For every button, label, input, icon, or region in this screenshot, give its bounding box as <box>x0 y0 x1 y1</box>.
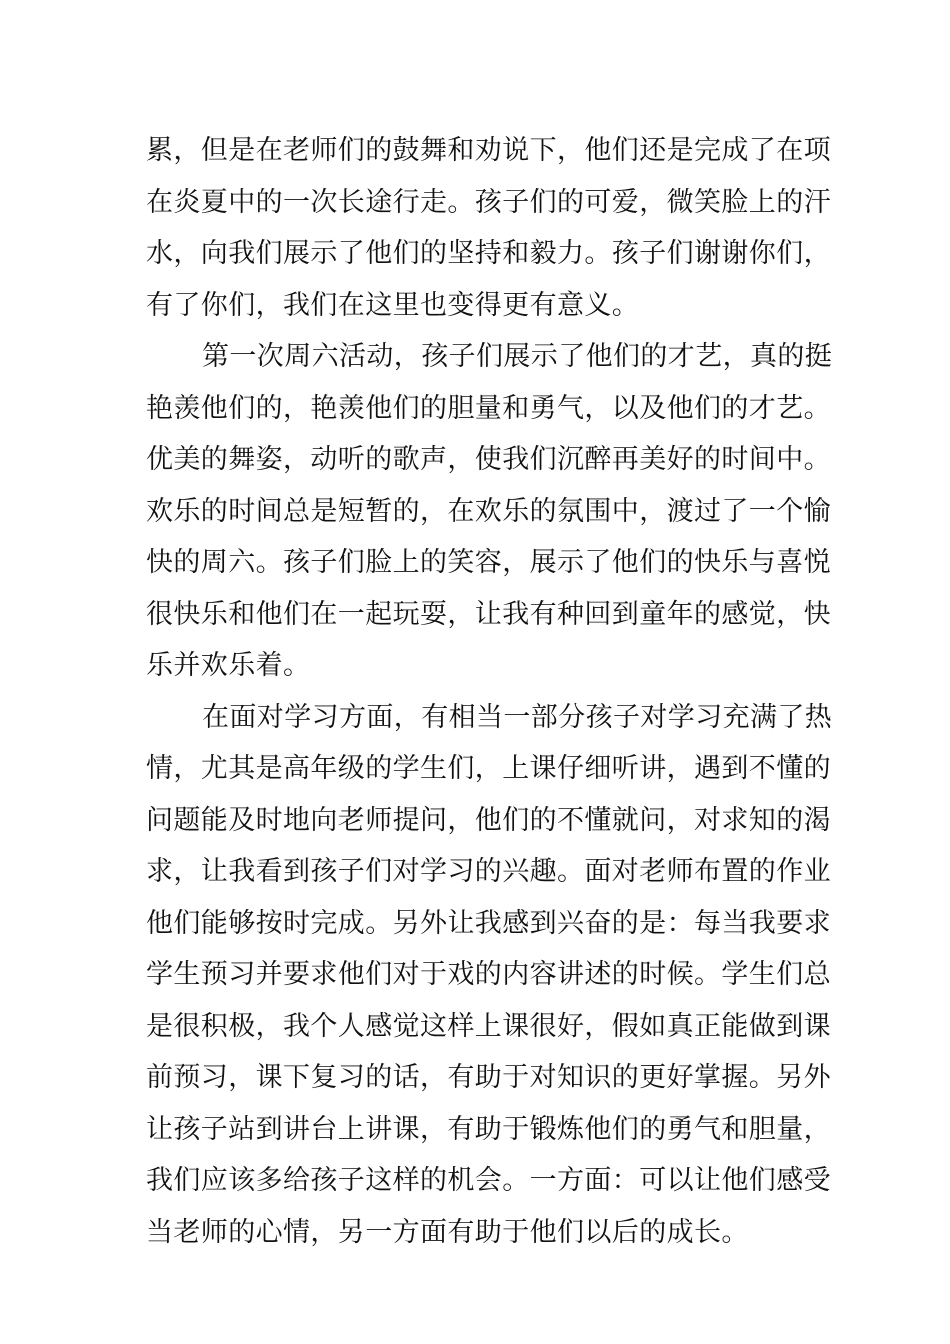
text-line: 优美的舞姿，动听的歌声，使我们沉醉再美好的时间中。 <box>146 444 831 475</box>
paragraph-first-line: 在面对学习方面，有相当一部分孩子对学习充满了热 <box>202 701 833 733</box>
text-line: 有了你们，我们在这里也变得更有意义。 <box>146 289 640 321</box>
text-line: 在炎夏中的一次长途行走。孩子们的可爱，微笑脸上的汗 <box>146 186 831 218</box>
text-line: 乐并欢乐着。 <box>146 650 311 681</box>
text-line: 很快乐和他们在一起玩耍，让我有种回到童年的感觉，快 <box>146 598 831 630</box>
text-line: 学生预习并要求他们对于戏的内容讲述的时候。学生们总 <box>146 959 831 990</box>
text-line: 我们应该多给孩子这样的机会。一方面：可以让他们感受 <box>146 1165 831 1196</box>
text-line: 他们能够按时完成。另外让我感到兴奋的是：每当我要求 <box>146 907 831 939</box>
text-line: 前预习，课下复习的话，有助于对知识的更好掌握。另外 <box>146 1062 831 1093</box>
text-line: 快的周六。孩子们脸上的笑容，展示了他们的快乐与喜悦 <box>146 547 831 578</box>
text-line: 问题能及时地向老师提问，他们的不懂就问，对求知的渴 <box>146 804 831 836</box>
text-line: 水，向我们展示了他们的坚持和毅力。孩子们谢谢你们， <box>146 238 831 269</box>
body-text <box>146 125 833 1258</box>
paragraph-first-line: 第一次周六活动，孩子们展示了他们的才艺，真的挺 <box>202 341 833 372</box>
text-line: 是很积极，我个人感觉这样上课很好，假如真正能做到课 <box>146 1010 831 1042</box>
text-line: 艳羡他们的，艳羡他们的胆量和勇气，以及他们的才艺。 <box>146 392 831 424</box>
text-line: 欢乐的时间总是短暂的，在欢乐的氛围中，渡过了一个愉 <box>146 495 831 527</box>
text-line: 情，尤其是高年级的学生们，上课仔细听讲，遇到不懂的 <box>146 753 831 784</box>
text-line: 求，让我看到孩子们对学习的兴趣。面对老师布置的作业 <box>146 856 831 887</box>
text-line: 让孩子站到讲台上讲课，有助于锻炼他们的勇气和胆量， <box>146 1113 831 1145</box>
text-line: 当老师的心情，另一方面有助于他们以后的成长。 <box>146 1216 749 1248</box>
text-line: 累，但是在老师们的鼓舞和劝说下，他们还是完成了在项 <box>146 135 831 166</box>
